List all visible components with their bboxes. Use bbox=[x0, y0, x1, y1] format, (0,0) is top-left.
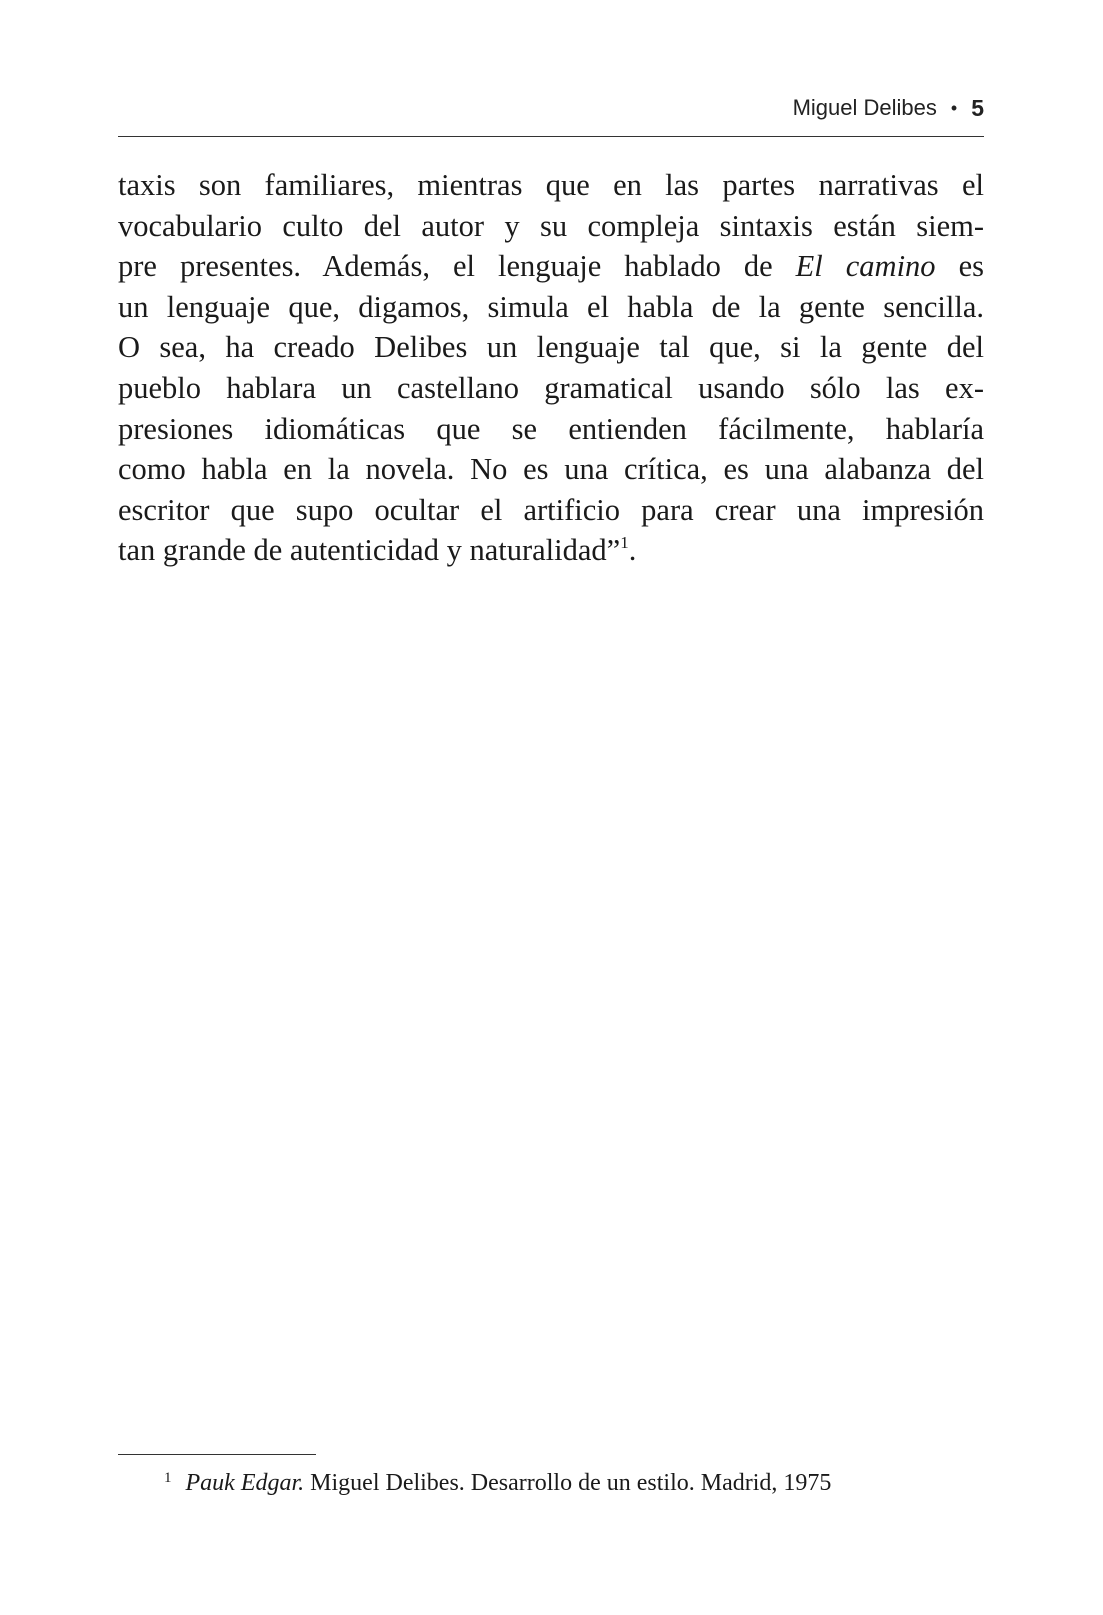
body-line-text: . bbox=[628, 533, 637, 568]
body-paragraph bbox=[118, 165, 984, 571]
body-line: un lenguaje que, digamos, simula el habla de la gente sencilla. bbox=[118, 289, 984, 324]
body-line: presiones idiomáticas que se entienden fácilmente, hablaría bbox=[118, 411, 984, 446]
body-line bbox=[118, 530, 984, 571]
body-line: pueblo hablara un castellano gramatical usando sólo las ex- bbox=[118, 370, 984, 405]
footnote-citation: Miguel Delibes. Desarrollo de un estilo. Madrid, 1975 bbox=[304, 1470, 832, 1496]
body-line: vocabulario culto del autor y su compleja sintaxis están siem- bbox=[118, 208, 984, 243]
footnote-author: Pauk Edgar. bbox=[185, 1470, 305, 1496]
body-line: como habla en la novela. No es una crítica, es una alabanza del bbox=[118, 452, 984, 487]
running-header bbox=[118, 88, 984, 128]
page-number: 5 bbox=[971, 94, 984, 121]
footnote bbox=[164, 1462, 984, 1499]
book-title-italic: El camino bbox=[795, 249, 936, 284]
body-line-text: es bbox=[935, 249, 984, 284]
running-title: Miguel Delibes bbox=[792, 95, 937, 120]
body-line bbox=[118, 246, 984, 287]
header-separator-bullet: • bbox=[950, 97, 958, 118]
footnote-rule bbox=[118, 1454, 316, 1455]
body-line-text: tan grande de autenticidad y naturalidad” bbox=[118, 533, 621, 568]
footnote-reference: 1 bbox=[620, 533, 629, 553]
body-line: taxis son familiares, mientras que en las partes narrativas el bbox=[118, 168, 984, 202]
body-line: escritor que supo ocultar el artificio para crear una impresión bbox=[118, 492, 984, 527]
body-line: O sea, ha creado Delibes un lenguaje tal que, si la gente del bbox=[118, 330, 984, 365]
header-rule bbox=[118, 136, 984, 137]
body-line-text: pre presentes. Además, el lenguaje hablado de bbox=[118, 249, 796, 284]
footnote-marker: 1 bbox=[164, 1470, 172, 1486]
